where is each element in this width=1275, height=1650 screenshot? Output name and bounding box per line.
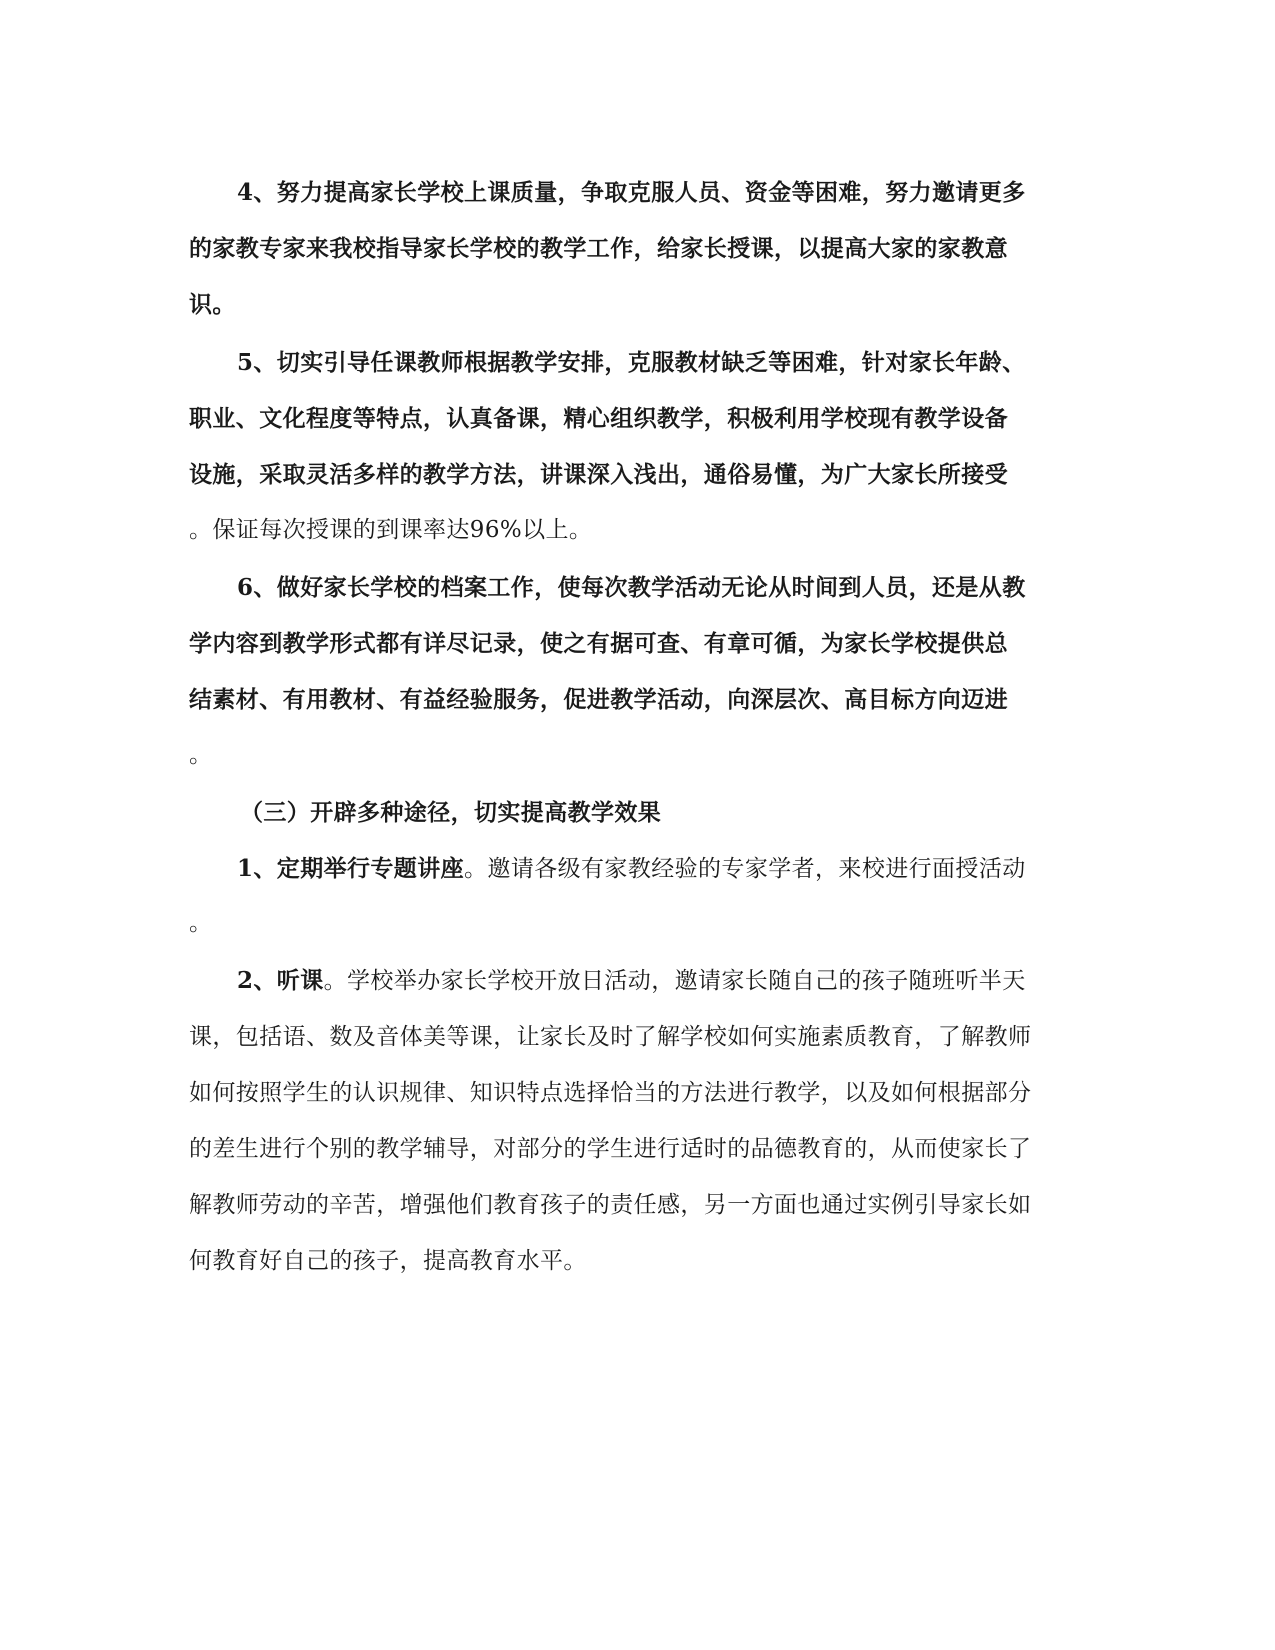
method2-text: 。学校举办家长学校开放日活动，邀请家长随自己的孩子随班听半天: [323, 968, 1026, 994]
method1-line-1: [237, 854, 1026, 884]
section-heading: （三）开辟多种途径，切实提高教学效果: [240, 799, 662, 826]
item6-line-2: 学内容到教学形式都有详尽记录，使之有据可查、有章可循，为家长学校提供总: [189, 630, 1008, 657]
method1-line-2: 。: [189, 910, 213, 936]
item6-line-4: 。: [189, 742, 213, 768]
method2-line-5: 解教师劳动的辛苦，增强他们教育孩子的责任感，另一方面也通过实例引导家长如: [189, 1192, 1032, 1218]
method2-line-3: 如何按照学生的认识规律、知识特点选择恰当的方法进行教学，以及如何根据部分: [189, 1080, 1032, 1106]
item6-line-1: 6、做好家长学校的档案工作，使每次教学活动无论从时间到人员，还是从教: [237, 574, 1026, 601]
method2-line-2: 课，包括语、数及音体美等课，让家长及时了解学校如何实施素质教育，了解教师: [189, 1024, 1032, 1050]
item4-line-1: 4、努力提高家长学校上课质量，争取克服人员、资金等困难，努力邀请更多: [237, 179, 1026, 206]
item4-line-2: 的家教专家来我校指导家长学校的教学工作，给家长授课，以提高大家的家教意: [189, 235, 1008, 262]
method1-text: 。邀请各级有家教经验的专家学者，来校进行面授活动: [464, 856, 1026, 882]
method2-line-1: [237, 966, 1026, 996]
method1-label: 1、定期举行专题讲座: [237, 855, 465, 882]
item4-line-3: 识。: [189, 291, 236, 318]
item5-line-1: 5、切实引导任课教师根据教学安排，克服教材缺乏等困难，针对家长年龄、: [237, 349, 1026, 376]
method2-line-6: 何教育好自己的孩子，提高教育水平。: [189, 1248, 587, 1274]
method2-line-4: 的差生进行个别的教学辅导，对部分的学生进行适时的品德教育的，从而使家长了: [189, 1136, 1032, 1162]
item5-line-4: 。保证每次授课的到课率达96%以上。: [189, 517, 593, 543]
item5-line-2: 职业、文化程度等特点，认真备课，精心组织教学，积极利用学校现有教学设备: [189, 405, 1008, 432]
method2-label: 2、听课: [237, 967, 324, 994]
item5-line-3: 设施，采取灵活多样的教学方法，讲课深入浅出，通俗易懂，为广大家长所接受: [189, 461, 1008, 488]
item6-line-3: 结素材、有用教材、有益经验服务，促进教学活动，向深层次、高目标方向迈进: [189, 686, 1008, 713]
